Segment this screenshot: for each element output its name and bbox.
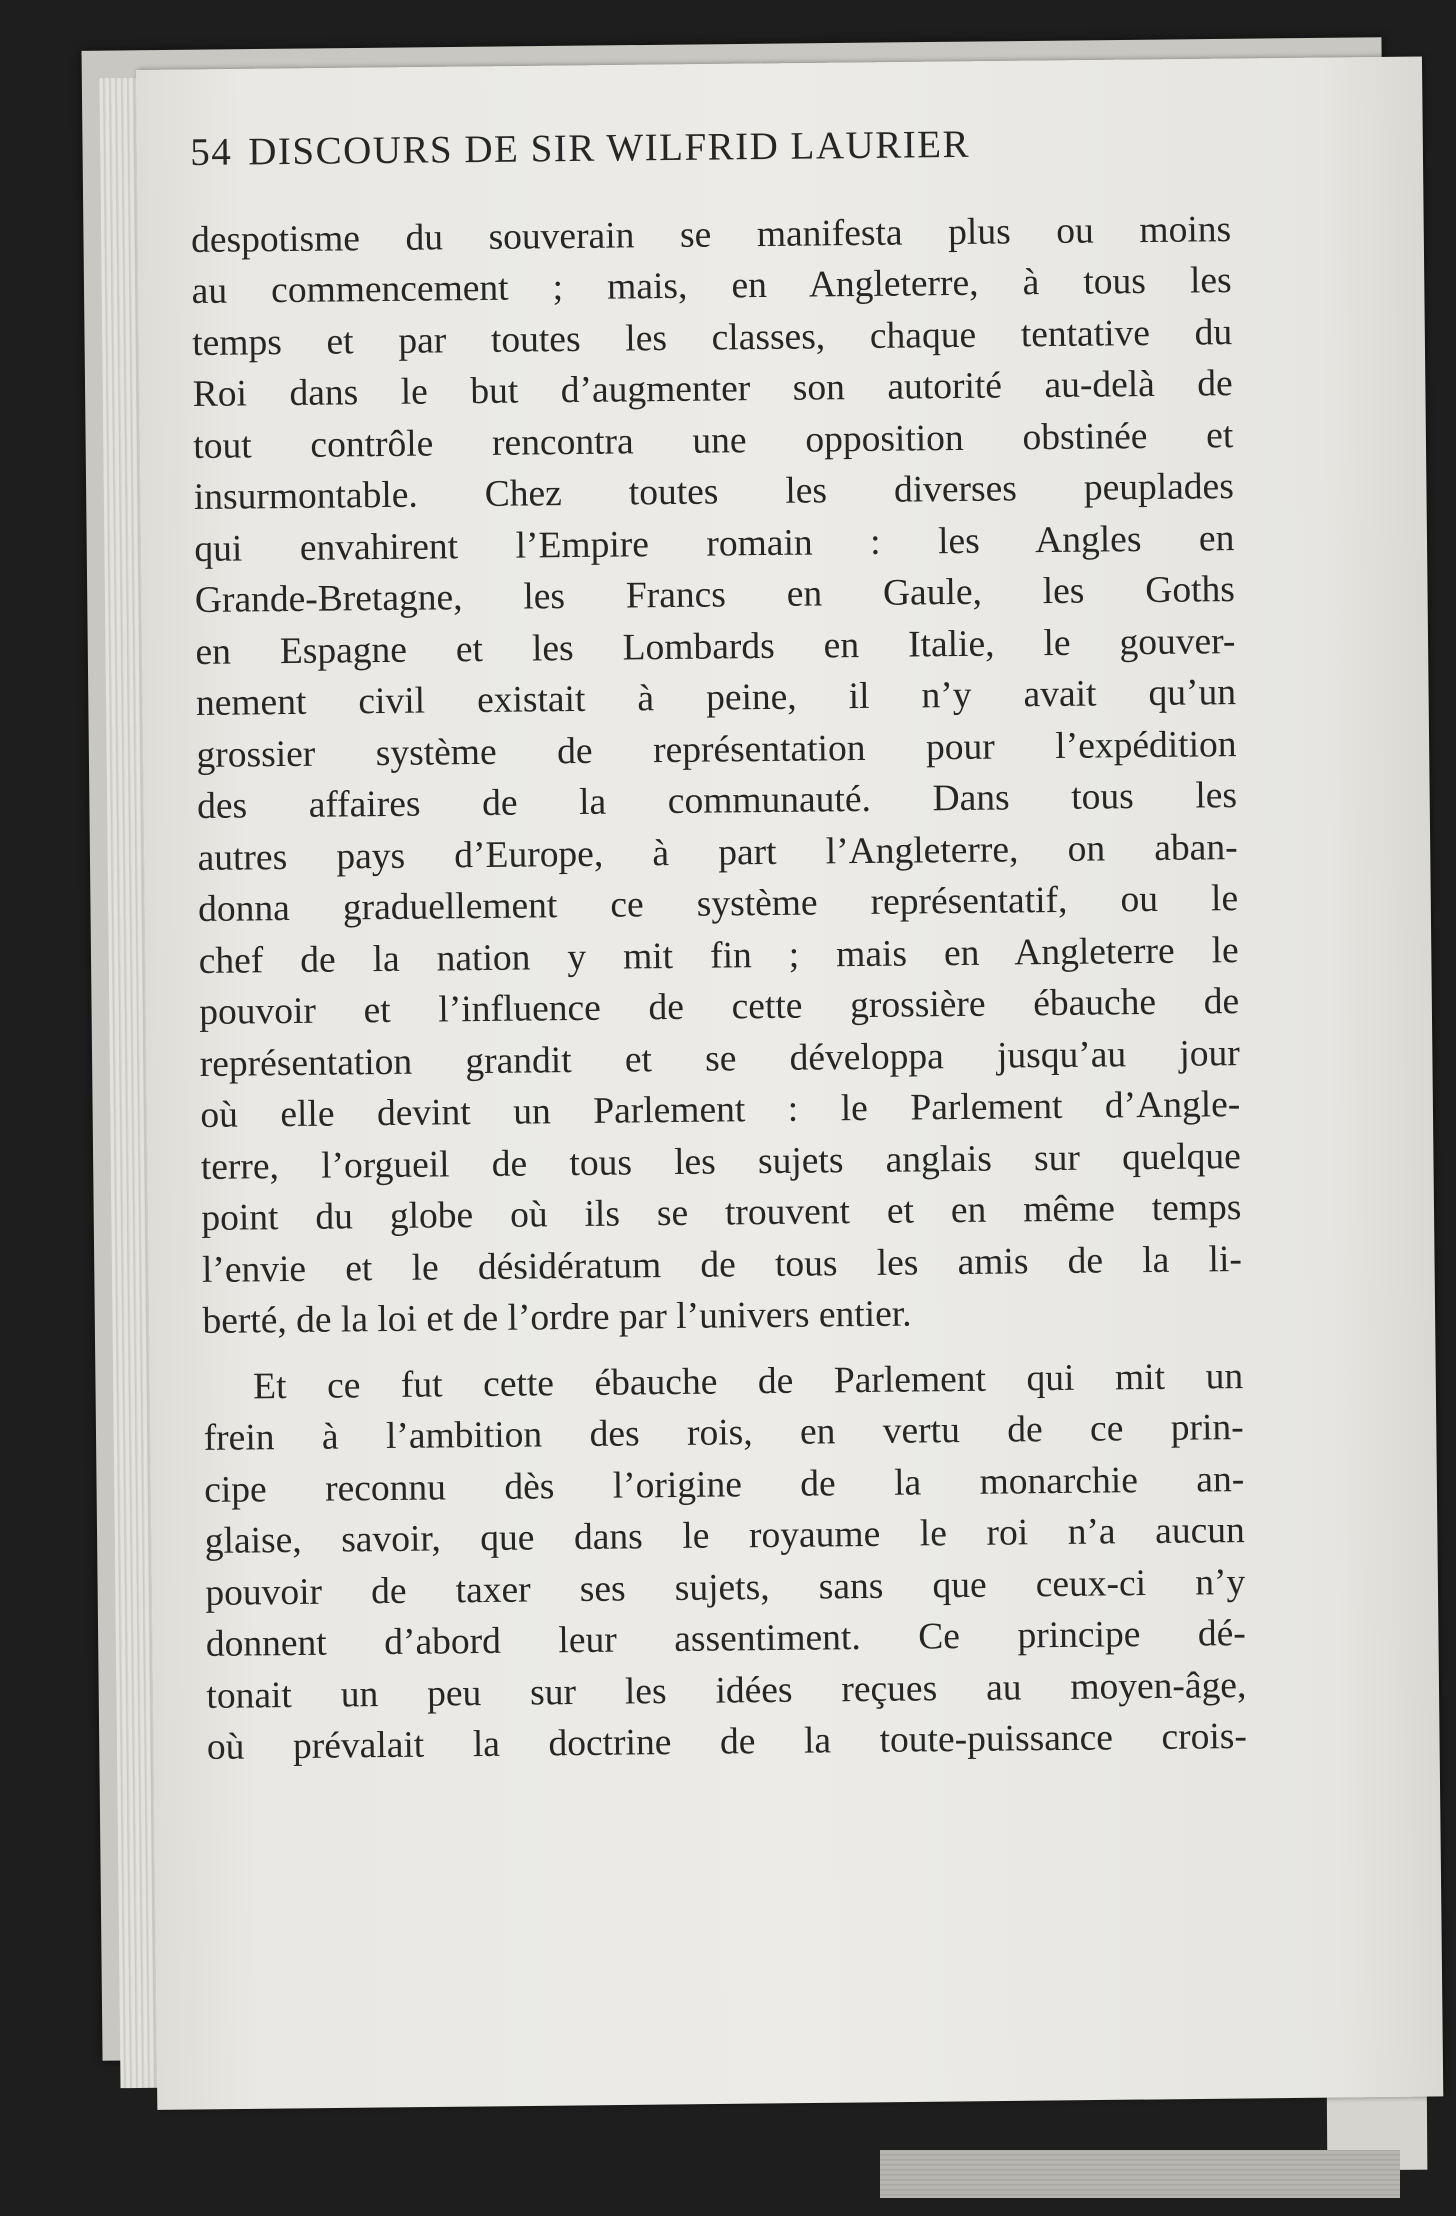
text-line: qui envahirent l’Empire romain : les Angles en [194,517,1235,570]
text-line: point du globe où ils se trouvent et en même temps [201,1187,1242,1240]
paragraph-2 [203,1351,1247,1774]
page-number: 54 [190,130,233,174]
running-head [190,119,1230,177]
text-line: pouvoir de taxer ses sujets, sans que ceux-ci n’y [205,1561,1246,1614]
text-line: berté, de la loi et de l’ordre par l’univers entier. [202,1293,912,1343]
text-line: glaise, savoir, que dans le royaume le roi n’a aucun [204,1510,1245,1563]
text-line: insurmontable. Chez toutes les diverses peuplades [193,466,1235,519]
body-text [191,204,1247,1774]
text-line: tonait un peu sur les idées reçues au moyen-âge, [206,1664,1247,1717]
text-line: Roi dans le but d’augmenter son autorité au-delà de [192,363,1233,416]
text-line: cipe reconnu dès l’origine de la monarchie an- [204,1458,1245,1511]
running-title: DISCOURS DE SIR WILFRID LAURIER [248,122,971,174]
text-line: autres pays d’Europe, à part l’Angleterre, on aban- [197,826,1238,879]
text-line: terre, l’orgueil de tous les sujets anglais sur quelque [200,1135,1242,1188]
text-line: Et ce fut cette ébauche de Parlement qui mit un [252,1355,1244,1408]
text-line: des affaires de la communauté. Dans tous les [196,775,1238,828]
text-line: en Espagne et les Lombards en Italie, le gouver- [195,620,1236,673]
text-line: représentation grandit et se développa jusqu’au jour [199,1032,1240,1085]
text-line: nement civil existait à peine, il n’y avait qu’un [195,672,1237,725]
text-line: Grande-Bretagne, les Francs en Gaule, les Goths [194,569,1236,622]
text-line: despotisme du souverain se manifesta plus ou moins [190,208,1232,261]
text-line: donnent d’abord leur assentiment. Ce principe dé- [205,1613,1247,1666]
text-line: donna graduellement ce système représentatif, ou le [197,878,1239,931]
text-line: tout contrôle rencontra une opposition obstinée et [193,414,1234,467]
text-line: où elle devint un Parlement : le Parlement d’Angle- [200,1084,1241,1137]
text-line: pouvoir et l’influence de cette grossière ébauche de [199,981,1240,1034]
text-line: où prévalait la doctrine de la toute-puissance crois- [206,1716,1248,1769]
text-line: frein à l’ambition des rois, en vertu de ce prin- [203,1407,1244,1460]
page-stack-bottom [880,2150,1400,2198]
text-line: grossier système de représentation pour l’expédition [196,723,1237,776]
text-line: chef de la nation y mit fin ; mais en Angleterre le [198,929,1239,982]
text-line: au commencement ; mais, en Angleterre, à tous les [191,260,1232,313]
text-line: l’envie et le désidératum de tous les amis de la li- [201,1238,1243,1291]
paragraph-1 [191,204,1243,1348]
page-content [190,119,1247,1774]
text-line: temps et par toutes les classes, chaque tentative du [192,311,1233,364]
